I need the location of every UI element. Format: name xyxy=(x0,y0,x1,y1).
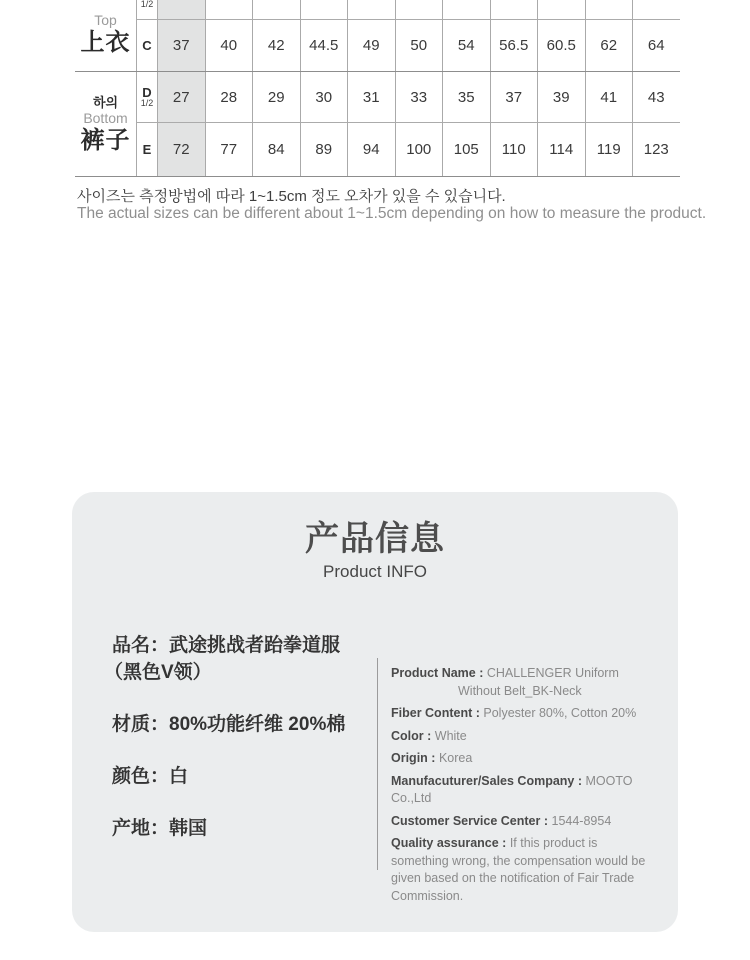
size-cell xyxy=(300,0,348,20)
size-cell: 40 xyxy=(205,20,253,72)
size-cell xyxy=(538,0,586,20)
card-title-en: Product INFO xyxy=(323,562,427,581)
size-cell xyxy=(633,0,680,20)
size-cell: 43 xyxy=(633,72,680,123)
material-zh: 材质：80%功能纤维 20%棉 xyxy=(112,714,346,735)
size-cell: 119 xyxy=(585,123,633,177)
customer-service-en: Customer Service Center : 1544-8954 xyxy=(391,813,612,828)
card-title xyxy=(72,520,678,583)
size-cell: 33 xyxy=(395,72,443,123)
group-bottom-en: Bottom xyxy=(83,109,128,126)
size-cell xyxy=(348,0,396,20)
size-cell: 123 xyxy=(633,123,680,177)
table-row xyxy=(75,72,680,123)
row-letter-sub: 1/2 xyxy=(140,98,154,108)
card-title-zh: 产品信息 xyxy=(305,520,445,558)
size-cell: 31 xyxy=(348,72,396,123)
group-bottom-label xyxy=(75,72,137,177)
size-table xyxy=(75,0,680,177)
group-top-zh: 上衣 xyxy=(80,29,131,56)
column-divider xyxy=(377,658,378,870)
color-zh: 颜色：白 xyxy=(112,766,189,787)
size-chart-table xyxy=(75,0,680,177)
quality-assurance-en: Quality assurance : If this product is something wrong, the compensation would be given based on the notification of Fair Trade Commission. xyxy=(391,836,646,903)
size-cell xyxy=(205,0,253,20)
size-cell xyxy=(158,0,206,20)
size-cell: 62 xyxy=(585,20,633,72)
color-en: Color : White xyxy=(391,728,467,743)
size-cell: 30 xyxy=(300,72,348,123)
product-info-card xyxy=(72,492,678,932)
size-cell: 60.5 xyxy=(538,20,586,72)
size-cell: 89 xyxy=(300,123,348,177)
size-cell: 114 xyxy=(538,123,586,177)
product-info-english-column xyxy=(391,665,655,910)
origin-en: Origin : Korea xyxy=(391,751,473,765)
size-cell xyxy=(585,0,633,20)
table-row xyxy=(75,123,680,177)
size-cell: 35 xyxy=(443,72,491,123)
size-cell: 29 xyxy=(253,72,301,123)
size-cell: 100 xyxy=(395,123,443,177)
fiber-content-en: Fiber Content : Polyester 80%, Cotton 20% xyxy=(391,706,637,720)
group-top-en: Top xyxy=(94,12,117,28)
size-cell: 50 xyxy=(395,20,443,72)
group-top-label xyxy=(75,0,137,72)
table-row xyxy=(75,0,680,20)
product-name-en: Product Name : CHALLENGER Uniform Without Belt_BK-Neck xyxy=(391,666,619,698)
size-cell: 84 xyxy=(253,123,301,177)
size-note-korean: 사이즈는 측정방법에 따라 1~1.5cm 정도 오차가 있을 수 있습니다. xyxy=(77,188,506,205)
size-cell: 44.5 xyxy=(300,20,348,72)
group-bottom-ko: 하의 xyxy=(92,94,119,110)
product-name-zh: 品名：武途挑战者跆拳道服 （黑色V领） xyxy=(104,635,341,683)
origin-zh: 产地：韩国 xyxy=(112,818,208,839)
size-cell xyxy=(395,0,443,20)
size-cell: 72 xyxy=(158,123,206,177)
group-bottom-zh: 裤子 xyxy=(80,126,131,154)
size-cell: 49 xyxy=(348,20,396,72)
product-info-chinese-column xyxy=(104,632,380,867)
size-cell: 110 xyxy=(490,123,538,177)
size-cell: 27 xyxy=(158,72,206,123)
row-letter: E xyxy=(137,123,158,177)
manufacturer-en: Manufacuturer/Sales Company : MOOTO Co.,Ltd xyxy=(391,773,633,805)
row-letter xyxy=(137,72,158,123)
size-cell xyxy=(253,0,301,20)
row-letter-main: D xyxy=(142,85,152,100)
size-cell: 39 xyxy=(538,72,586,123)
size-cell: 41 xyxy=(585,72,633,123)
size-cell: 56.5 xyxy=(490,20,538,72)
size-cell: 77 xyxy=(205,123,253,177)
size-note-english: The actual sizes can be different about 1~1.5cm depending on how to measure the product. xyxy=(77,205,707,222)
size-cell: 64 xyxy=(633,20,680,72)
size-cell: 28 xyxy=(205,72,253,123)
size-cell: 94 xyxy=(348,123,396,177)
size-cell: 37 xyxy=(490,72,538,123)
size-cell xyxy=(443,0,491,20)
row-letter xyxy=(137,0,158,20)
size-cell: 54 xyxy=(443,20,491,72)
size-cell: 37 xyxy=(158,20,206,72)
size-cell: 105 xyxy=(443,123,491,177)
table-row xyxy=(75,20,680,72)
row-letter: C xyxy=(137,20,158,72)
size-cell xyxy=(490,0,538,20)
row-letter-sub: 1/2 xyxy=(140,0,154,9)
size-cell: 42 xyxy=(253,20,301,72)
